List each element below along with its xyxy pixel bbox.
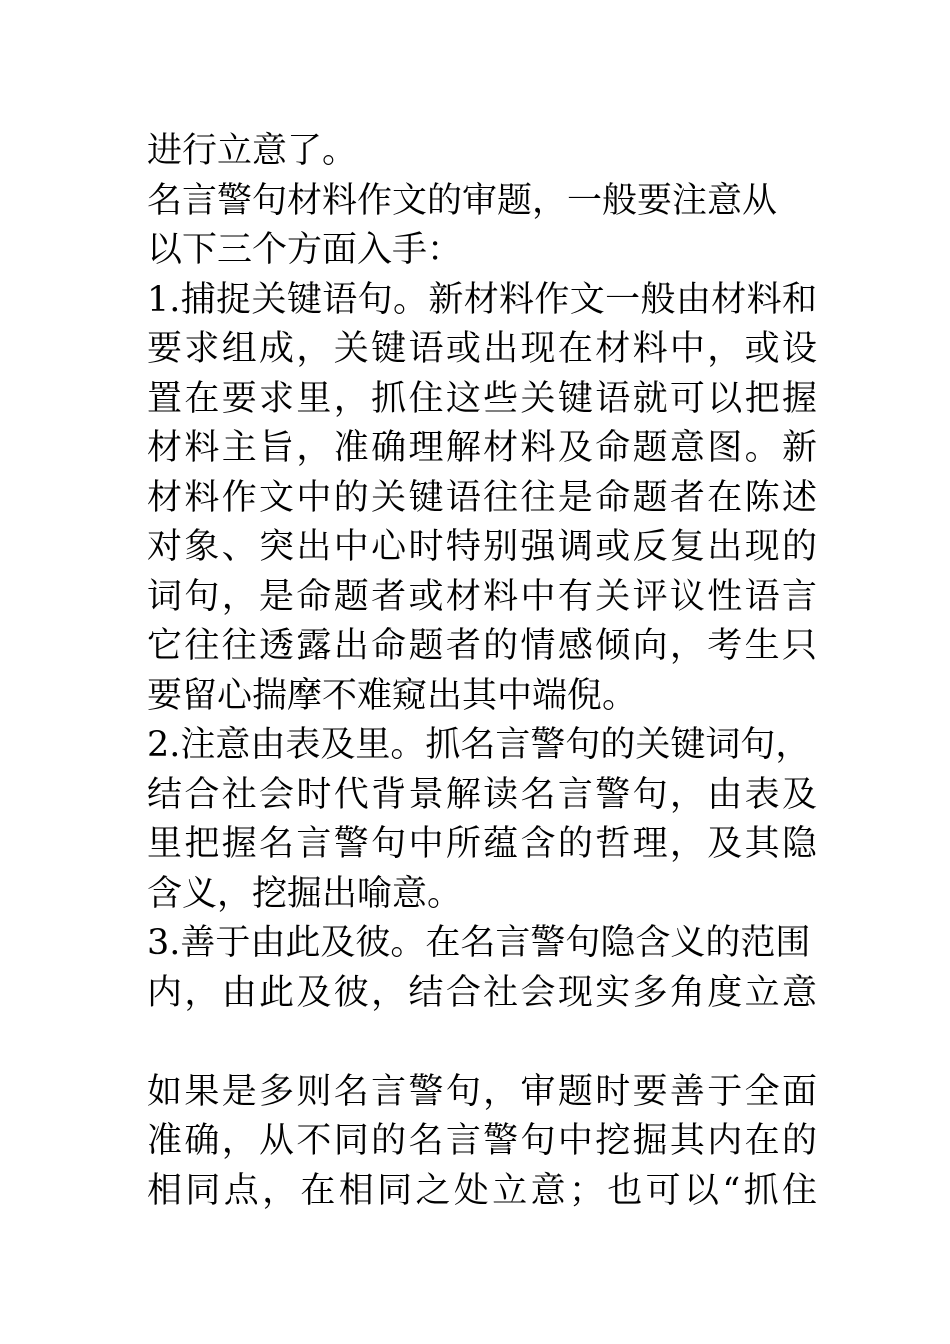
text-line: 1.捕捉关键语句。新材料作文一般由材料和 <box>147 279 817 320</box>
text-line: 3.善于由此及彼。在名言警句隐含义的范围 <box>147 923 811 963</box>
text-line: 要求组成，关键语或出现在材料中，或设 <box>147 329 817 369</box>
text-line: 材料主旨，准确理解材料及命题意图。新 <box>147 428 817 468</box>
blank-line <box>147 1018 817 1068</box>
text-line: 对象、突出中心时特别强调或反复出现的 <box>147 527 817 567</box>
text-line: 2.注意由表及里。抓名言警句的关键词句， <box>147 725 811 765</box>
text-line: 相同点，在相同之处立意；也可以“抓住 <box>147 1170 817 1211</box>
text-line: 里把握名言警句中所蕴含的哲理，及其隐 <box>147 824 817 864</box>
text-line: 要留心揣摩不难窥出其中端倪。 <box>147 675 638 716</box>
text-line: 内，由此及彼，结合社会现实多角度立意 <box>147 972 817 1013</box>
body-text <box>147 127 817 1216</box>
text-line: 词句，是命题者或材料中有关评议性语言 <box>147 576 817 617</box>
text-line: 结合社会时代背景解读名言警句，由表及 <box>147 774 817 815</box>
text-line: 含义，挖掘出喻意。 <box>147 873 463 914</box>
text-line: 置在要求里，抓住这些关键语就可以把握 <box>147 378 817 419</box>
text-line: 进行立意了。 <box>147 131 358 171</box>
text-line: 如果是多则名言警句，审题时要善于全面 <box>147 1071 817 1112</box>
text-line: 以下三个方面入手： <box>147 230 463 270</box>
text-line: 名言警句材料作文的审题，一般要注意从 <box>147 180 778 221</box>
text-line: 材料作文中的关键语往往是命题者在陈述 <box>147 477 817 518</box>
text-line: 它往往透露出命题者的情感倾向，考生只 <box>147 626 817 666</box>
text-line: 准确，从不同的名言警句中挖掘其内在的 <box>147 1121 817 1161</box>
